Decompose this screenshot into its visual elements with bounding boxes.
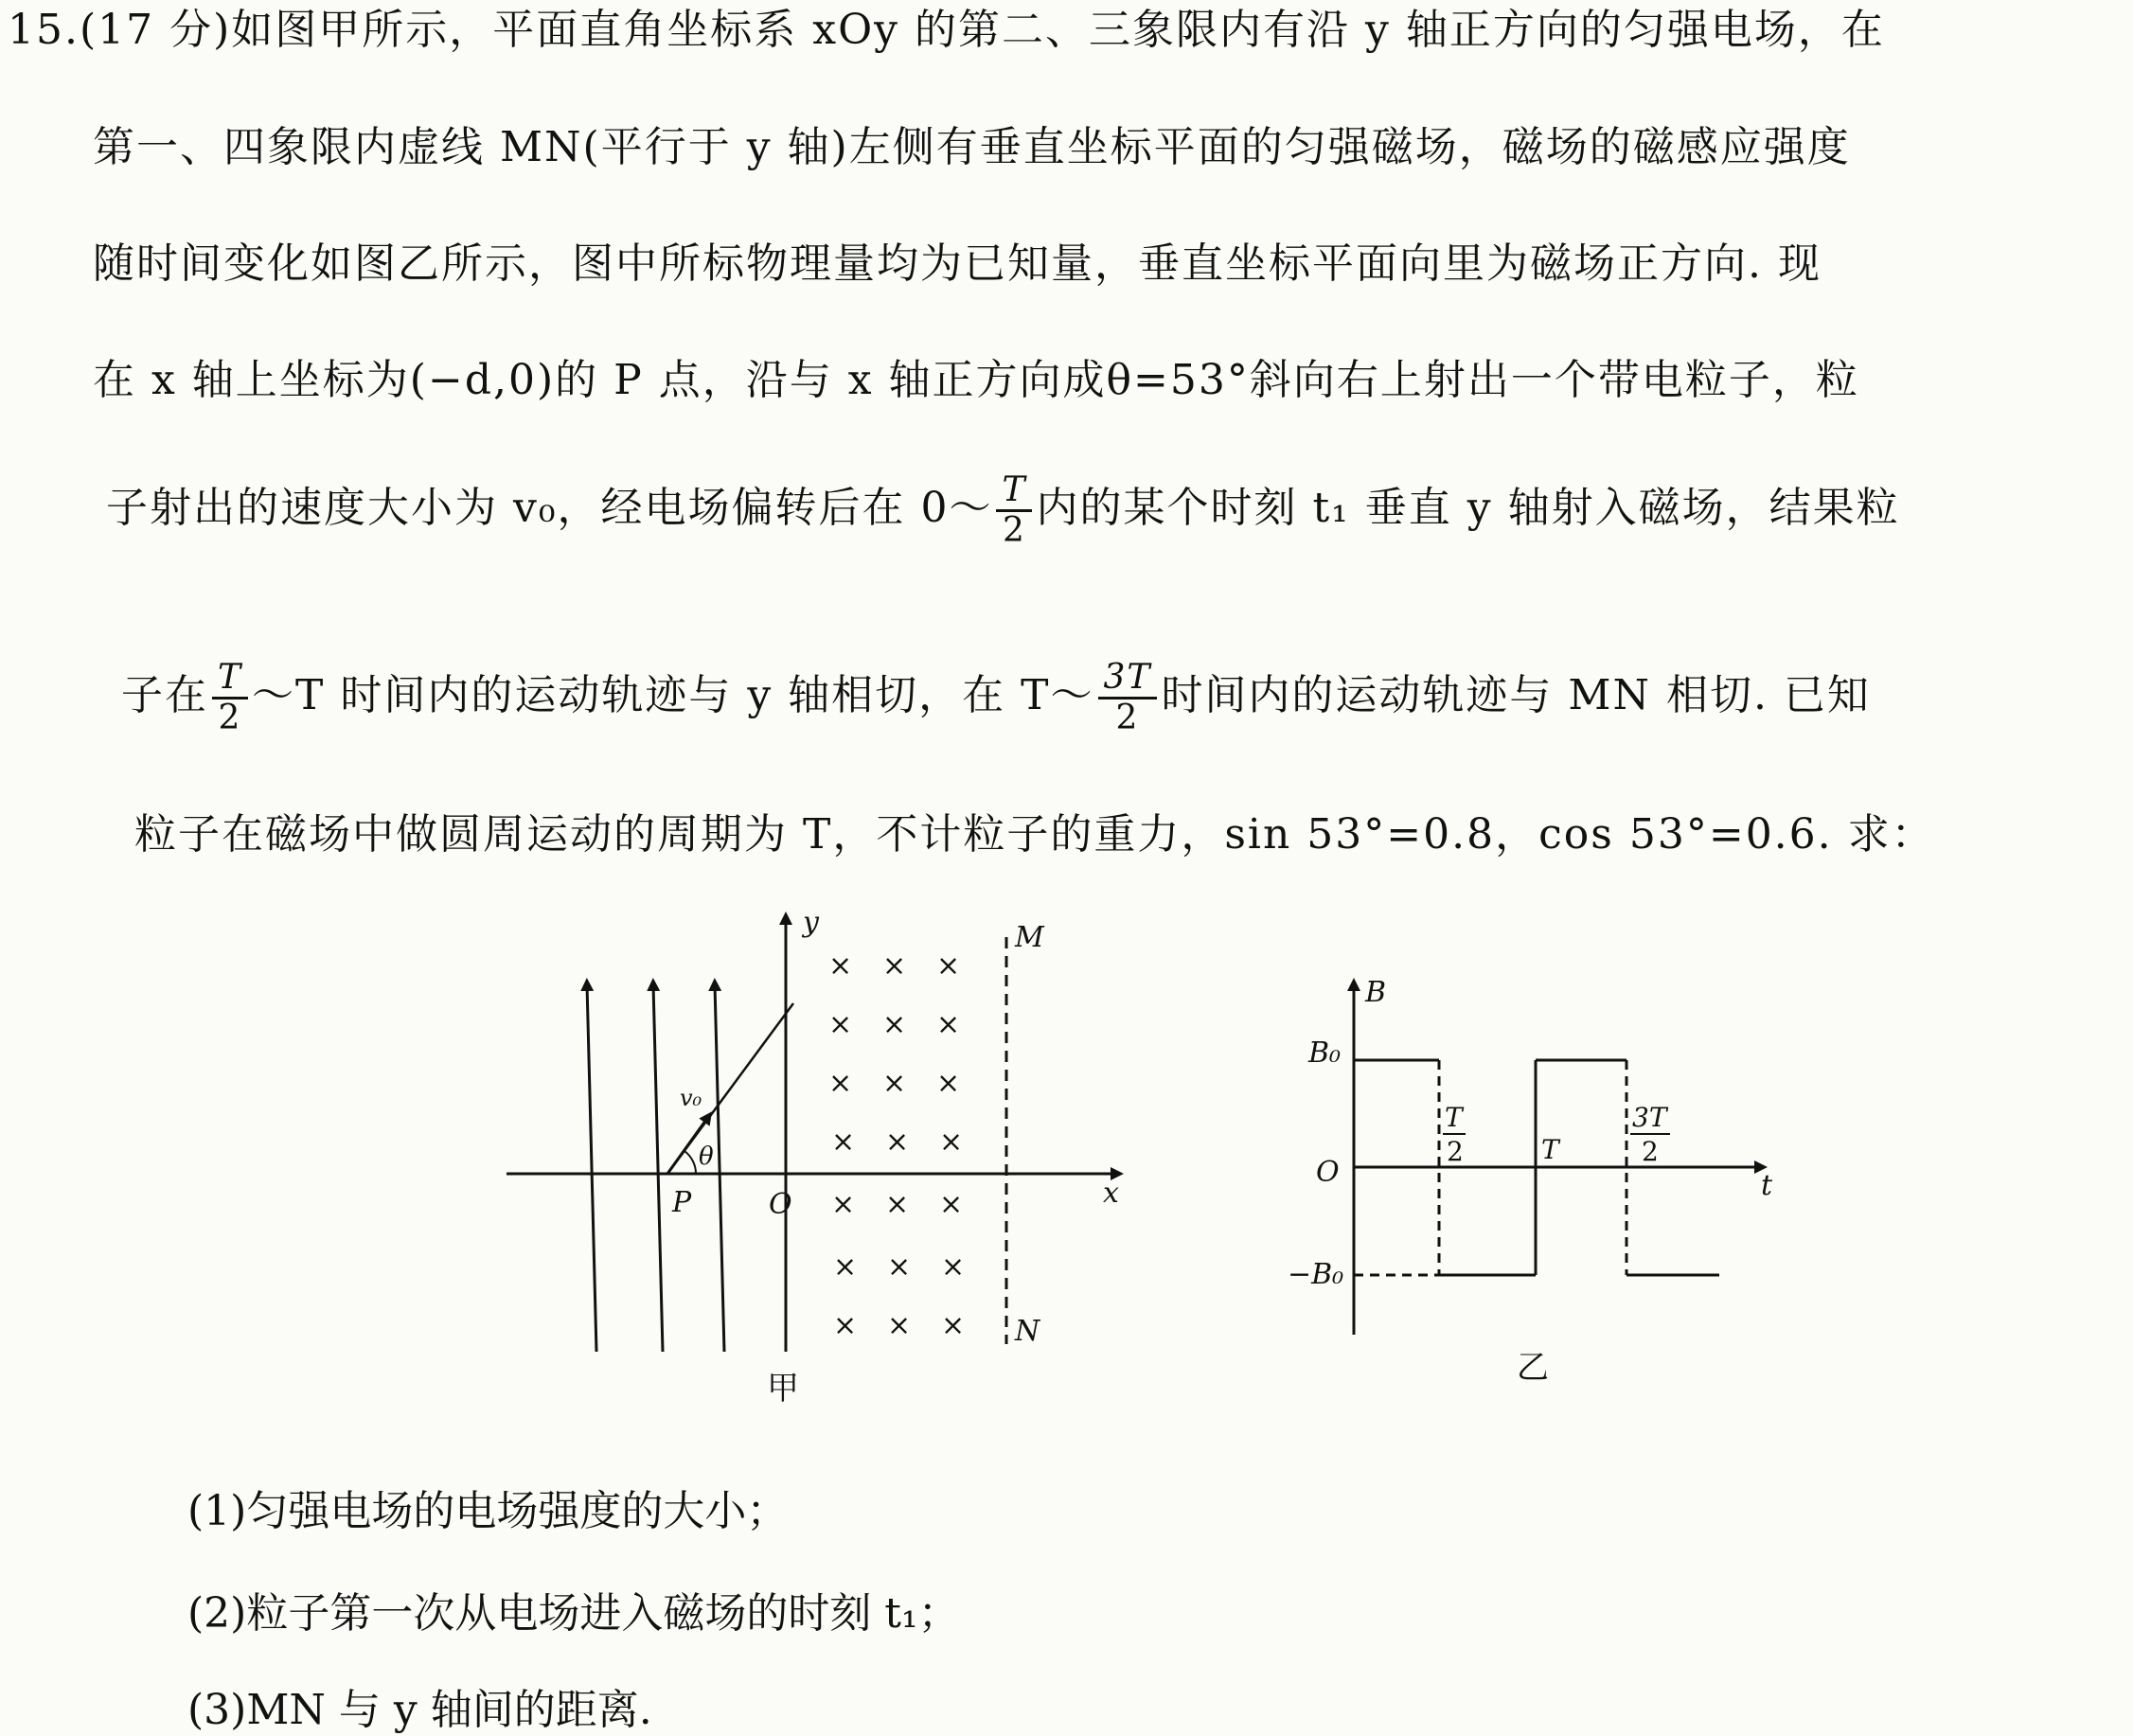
tick-denominator: 2 xyxy=(1642,1136,1659,1167)
field-cross: × xyxy=(939,1188,964,1221)
origin-label: O xyxy=(1316,1156,1340,1189)
fraction-3t-over-2 xyxy=(1098,659,1158,737)
field-cross: × xyxy=(885,1125,910,1159)
problem-line-2: 第一、四象限内虚线 MN(平行于 y 轴)左侧有垂直坐标平面的匀强磁场，磁场的磁感应强度 xyxy=(93,123,1851,171)
field-cross: × xyxy=(936,1067,961,1100)
field-cross: × xyxy=(882,1008,907,1041)
line5-text-a: 子射出的速度大小为 v₀，经电场偏转后在 0～ xyxy=(106,484,993,532)
line5-text-b: 内的某个时刻 t₁ 垂直 y 轴射入磁场，结果粒 xyxy=(1036,484,1900,532)
tick-numerator: T xyxy=(1445,1102,1463,1133)
line6-text-c: 时间内的运动轨迹与 MN 相切. 已知 xyxy=(1161,671,1871,719)
figure-jia-caption: 甲 xyxy=(767,1370,799,1408)
field-cross: × xyxy=(939,1125,964,1159)
velocity-label: v₀ xyxy=(680,1085,702,1111)
field-cross: × xyxy=(828,949,853,983)
field-cross: × xyxy=(828,1008,853,1041)
tick-3t-over-2 xyxy=(1630,1102,1670,1167)
point-p-label: P xyxy=(672,1186,692,1219)
field-cross: × xyxy=(882,949,907,983)
fraction-numerator: 3T xyxy=(1098,659,1158,700)
question-2: (2)粒子第一次从电场进入磁场的时刻 t₁； xyxy=(187,1589,960,1638)
fraction-t-over-2-b xyxy=(212,659,248,737)
figure-jia xyxy=(492,899,1174,1429)
field-line xyxy=(587,984,596,1352)
problem-line-7: 粒子在磁场中做圆周运动的周期为 T，不计粒子的重力，sin 53°=0.8，cos 53°=0.6. 求： xyxy=(134,810,1935,859)
field-line xyxy=(715,984,724,1352)
tick-t-over-2 xyxy=(1443,1102,1466,1167)
field-cross: × xyxy=(941,1250,966,1284)
n-label: N xyxy=(1015,1315,1040,1348)
tick-numerator: 3T xyxy=(1632,1102,1667,1133)
problem-line-1: 15.(17 分)如图甲所示，平面直角坐标系 xOy 的第二、三象限内有沿 y 轴正方向的匀强电场，在 xyxy=(8,6,1885,54)
fraction-denominator: 2 xyxy=(1003,511,1026,550)
question-1: (1)匀强电场的电场强度的大小； xyxy=(187,1487,789,1535)
fraction-t-over-2 xyxy=(996,471,1032,550)
field-cross: × xyxy=(885,1188,910,1221)
angle-arc xyxy=(684,1151,696,1174)
fraction-numerator: T xyxy=(996,471,1032,512)
m-label: M xyxy=(1015,921,1044,954)
origin-label: O xyxy=(769,1188,792,1221)
fraction-denominator: 2 xyxy=(1115,699,1140,737)
field-cross: × xyxy=(887,1250,912,1284)
field-cross: × xyxy=(941,1309,966,1342)
field-cross: × xyxy=(831,1188,856,1221)
figure-yi-caption: 乙 xyxy=(1517,1349,1549,1387)
field-cross: × xyxy=(831,1125,856,1159)
field-cross: × xyxy=(833,1250,858,1284)
field-cross: × xyxy=(828,1067,853,1100)
fraction-numerator: T xyxy=(212,659,248,700)
magnetic-field-crosses xyxy=(828,949,965,1342)
x-axis-label: x xyxy=(1103,1177,1119,1210)
question-3: (3)MN 与 y 轴间的距离. xyxy=(187,1686,652,1734)
field-cross: × xyxy=(833,1309,858,1342)
field-cross: × xyxy=(882,1067,907,1100)
field-cross: × xyxy=(936,949,961,983)
line6-text-b: ～T 时间内的运动轨迹与 y 轴相切，在 T～ xyxy=(252,671,1094,719)
field-cross: × xyxy=(887,1309,912,1342)
neg-b0-label: −B₀ xyxy=(1288,1258,1344,1291)
tick-t: T xyxy=(1541,1134,1559,1165)
problem-line-3: 随时间变化如图乙所示，图中所标物理量均为已知量，垂直坐标平面向里为磁场正方向. 现 xyxy=(93,239,1822,288)
angle-label: θ xyxy=(699,1143,714,1171)
figure-yi xyxy=(1269,956,1799,1401)
problem-line-6 xyxy=(121,644,1871,748)
t-axis-label: t xyxy=(1761,1169,1773,1202)
tick-denominator: 2 xyxy=(1447,1136,1464,1167)
y-axis-label: y xyxy=(803,906,819,939)
line6-text-a: 子在 xyxy=(121,671,208,719)
fraction-denominator: 2 xyxy=(218,699,242,737)
b-axis-label: B xyxy=(1365,976,1387,1009)
field-line xyxy=(653,984,663,1352)
problem-line-4: 在 x 轴上坐标为(−d,0)的 P 点，沿与 x 轴正方向成θ=53°斜向右上射出一个带电粒子，粒 xyxy=(93,356,1859,404)
b0-label: B₀ xyxy=(1308,1036,1342,1070)
problem-line-5 xyxy=(106,456,1900,560)
field-cross: × xyxy=(936,1008,961,1041)
